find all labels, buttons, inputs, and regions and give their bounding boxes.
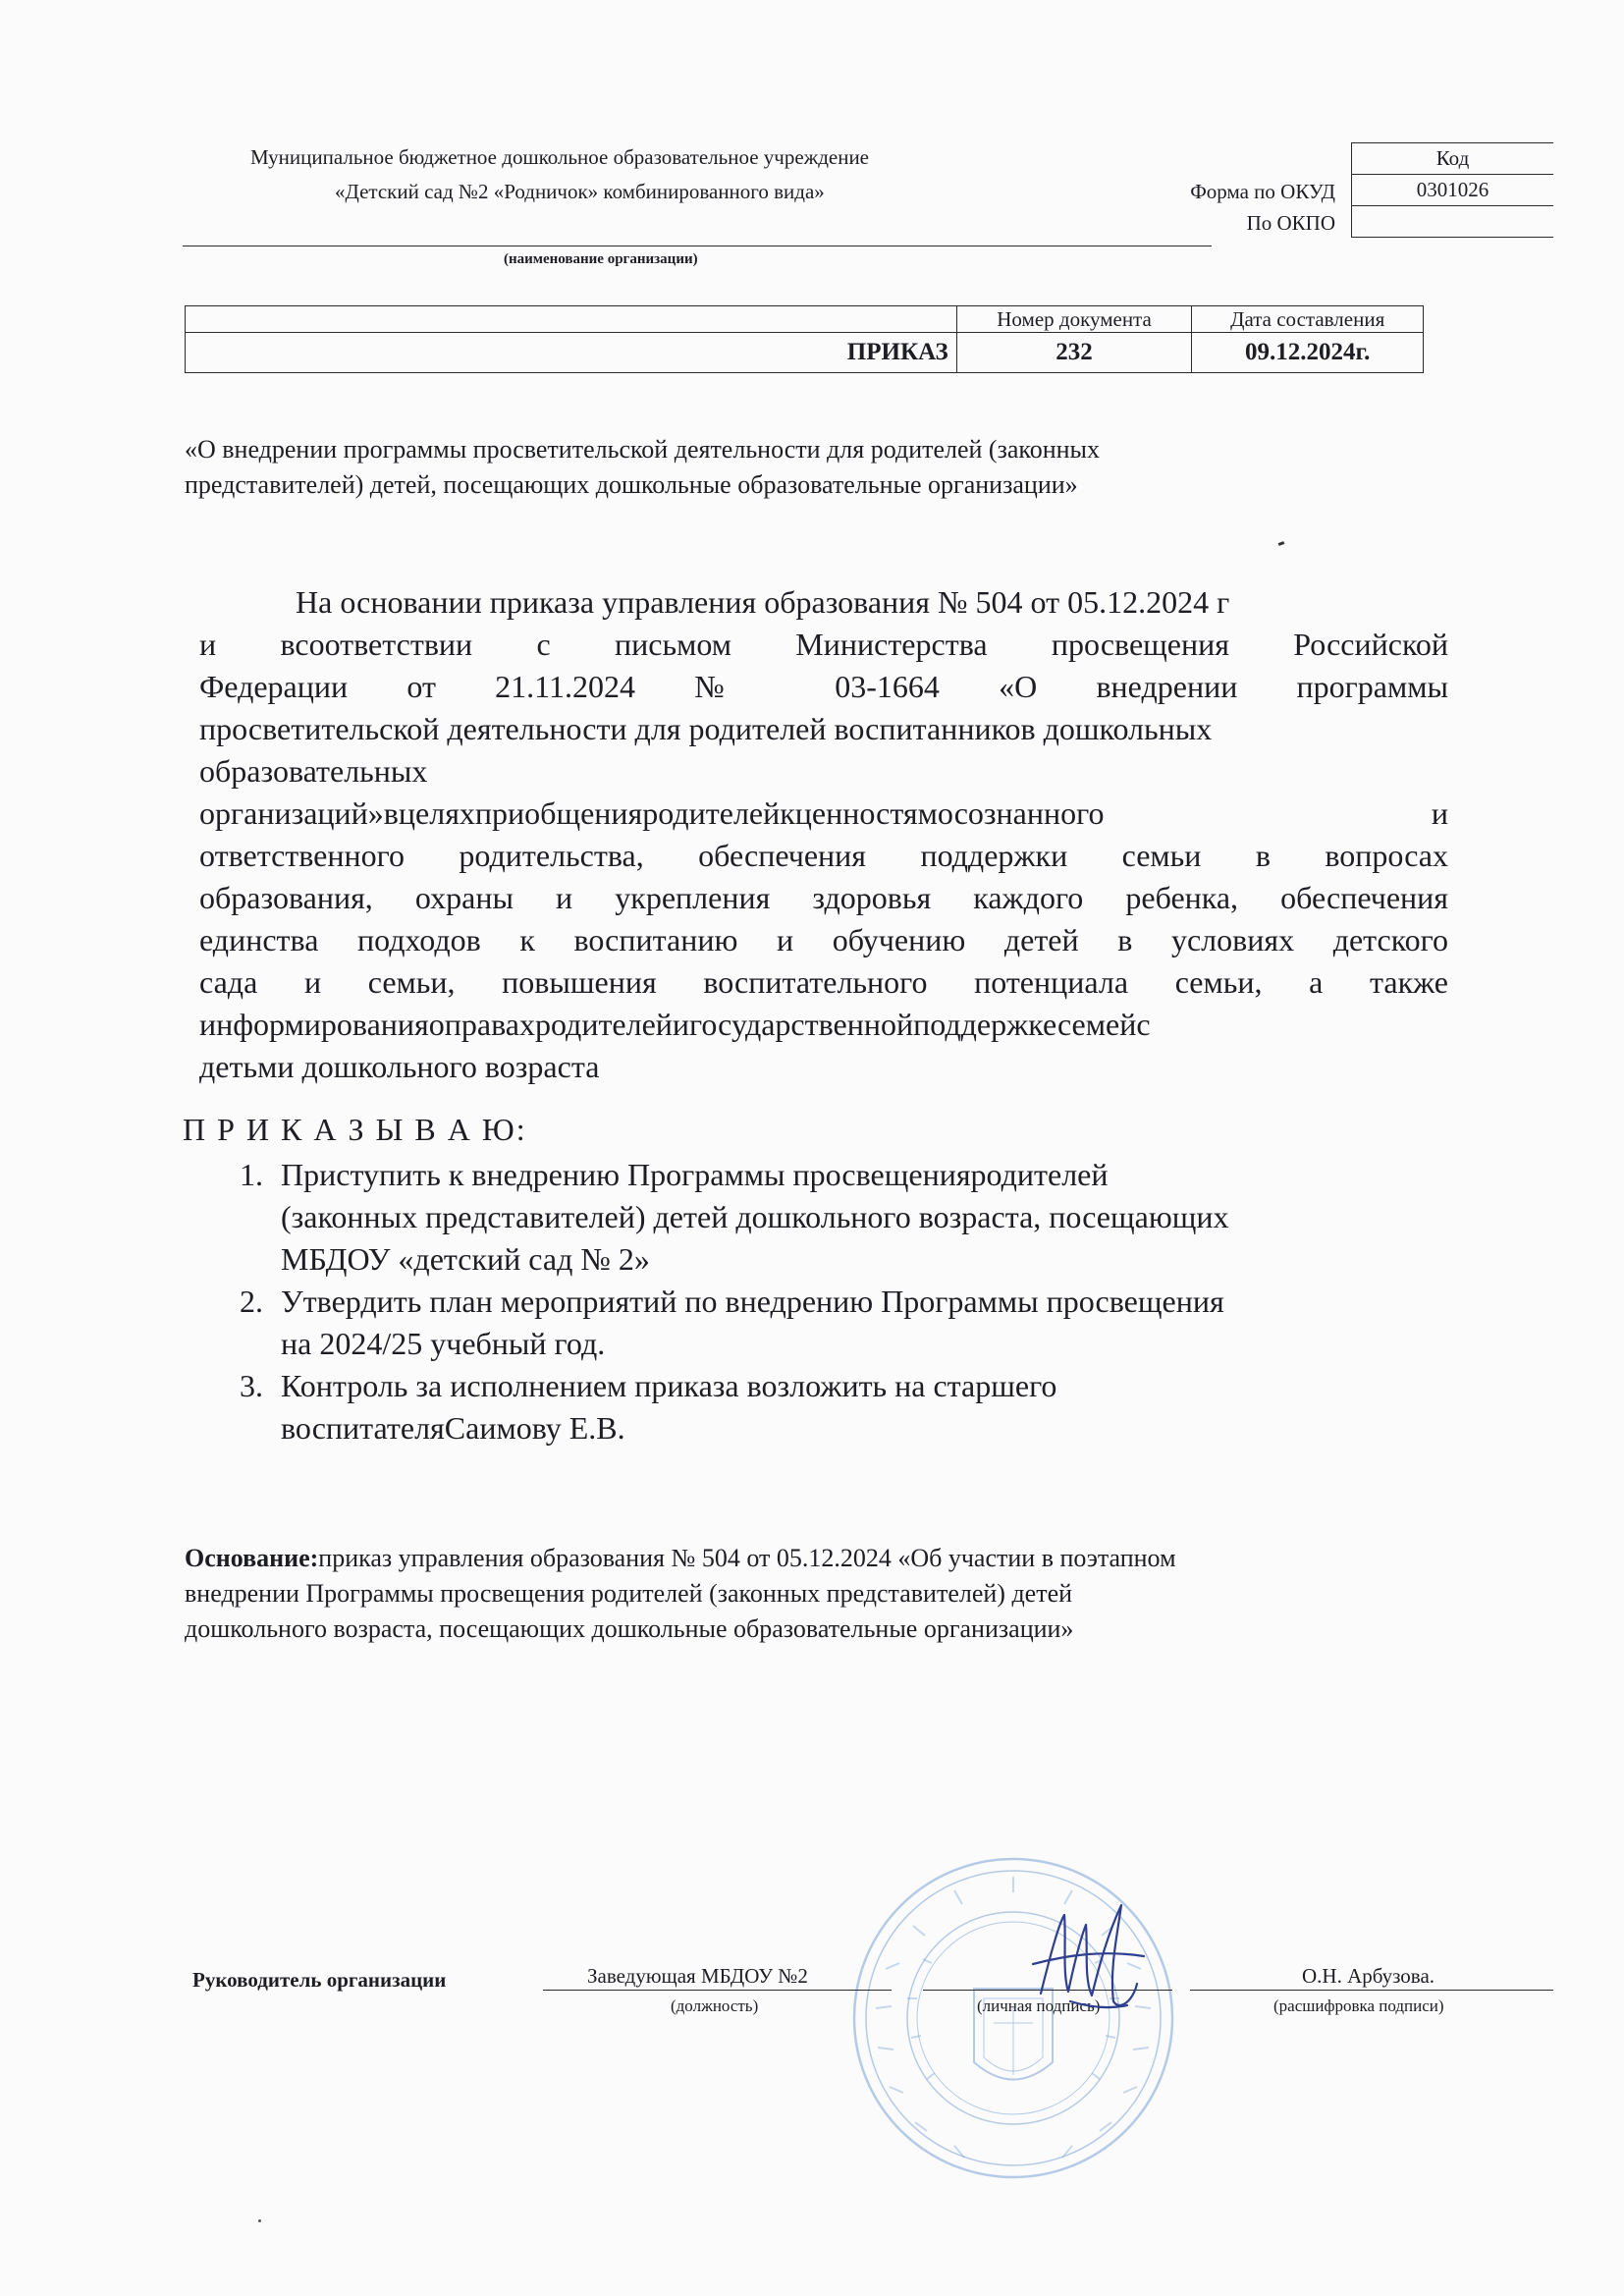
- okpo-label: По ОКПО: [1246, 211, 1335, 235]
- position-value: Заведующая МБДОУ №2: [587, 1964, 808, 1988]
- preamble-line: детьми дошкольного возраста: [199, 1049, 600, 1084]
- preamble-line: На основании приказа управления образования № 504 от 05.12.2024 г: [296, 584, 1230, 620]
- item-text: Утвердить план мероприятий по внедрению Программы просвещения: [281, 1284, 1224, 1319]
- basis-text: дошкольного возраста, посещающих дошкольные образовательные организации»: [185, 1614, 1074, 1643]
- item-number: 2.: [240, 1284, 263, 1319]
- order-item: [240, 1281, 1452, 1365]
- org-name-line2: «Детский сад №2 «Родничок» комбинированного вида»: [335, 180, 825, 203]
- item-text: на 2024/25 учебный год.: [281, 1326, 606, 1361]
- preamble: [199, 581, 1448, 1088]
- order-subject: [185, 432, 1100, 503]
- preamble-line: образования, охраны и укрепления здоровья каждого ребенка, обеспечения: [199, 880, 1448, 915]
- item-text: воспитателяСаимову Е.В.: [281, 1410, 625, 1446]
- preamble-line: просветительской деятельности для родителей воспитанников дошкольных: [199, 711, 1213, 746]
- order-number: 232: [956, 333, 1192, 373]
- preamble-line: информированияоправахродителейигосударственнойподдержкесемейс: [199, 1007, 1151, 1042]
- org-name-line1: Муниципальное бюджетное дошкольное образовательное учреждение: [250, 145, 869, 169]
- basis-label: Основание:: [185, 1544, 319, 1572]
- item-text: (законных представителей) детей дошкольного возраста, посещающих: [281, 1199, 1229, 1234]
- position-hint: (должность): [671, 1996, 759, 2015]
- basis-text: приказ управления образования № 504 от 05.12.2024 «Об участии в поэтапном: [318, 1544, 1176, 1572]
- name-underline: [1190, 1990, 1553, 1991]
- ink-speck: [258, 2219, 261, 2222]
- signature-label: Руководитель организации: [192, 1968, 447, 1992]
- preamble-line: единства подходов к воспитанию и обучению детей в условиях детского: [199, 922, 1448, 957]
- basis-block: [185, 1541, 1481, 1647]
- preamble-line: и всоответствии с письмом Министерства просвещения Российской: [199, 627, 1448, 662]
- preamble-fragment: и: [1431, 795, 1448, 831]
- position-underline: [543, 1990, 892, 1991]
- prikazyvayu-heading: П Р И К А З Ы В А Ю:: [183, 1112, 527, 1147]
- order-table: [185, 305, 1424, 373]
- order-item: [240, 1154, 1452, 1281]
- handwritten-signature: [1011, 1886, 1159, 2033]
- order-items: [240, 1154, 1452, 1449]
- item-text: МБДОУ «детский сад № 2»: [281, 1241, 650, 1277]
- okud-code: 0301026: [1352, 175, 1554, 206]
- doc-number-header: Номер документа: [956, 306, 1192, 333]
- order-title: ПРИКАЗ: [186, 333, 957, 373]
- item-number: 1.: [240, 1157, 263, 1192]
- preamble-line: Федерации от 21.11.2024 № 03-1664 «О внедрении программы: [199, 669, 1448, 704]
- item-number: 3.: [240, 1368, 263, 1403]
- basis-text: внедрении Программы просвещения родителей (законных представителей) детей: [185, 1579, 1073, 1608]
- okud-label: Форма по ОКУД: [1190, 180, 1335, 203]
- preamble-line: [199, 793, 1448, 835]
- org-name-hint: (наименование организации): [504, 251, 698, 267]
- item-text: Приступить к внедрению Программы просвещенияродителей: [281, 1157, 1109, 1192]
- signature-hint: (личная подпись): [977, 1996, 1101, 2015]
- okpo-code: [1352, 206, 1554, 238]
- preamble-fragment: организаций»вцеляхприобщенияродителейкценностямосознанного: [199, 795, 1105, 831]
- codes-table: [1351, 142, 1553, 238]
- subject-line: представителей) детей, посещающих дошкольные образовательные организации»: [185, 470, 1078, 499]
- preamble-line: образовательных: [199, 753, 428, 789]
- signer-name: О.Н. Арбузова.: [1302, 1964, 1435, 1988]
- preamble-line: сада и семьи, повышения воспитательного потенциала семьи, а также: [199, 964, 1448, 1000]
- ink-speck: [1278, 541, 1285, 546]
- date-header: Дата составления: [1192, 306, 1424, 333]
- subject-line: «О внедрении программы просветительской деятельности для родителей (законных: [185, 435, 1101, 464]
- name-hint: (расшифровка подписи): [1273, 1996, 1444, 2015]
- code-header: Код: [1352, 143, 1554, 175]
- order-date: 09.12.2024г.: [1192, 333, 1424, 373]
- preamble-line: ответственного родительства, обеспечения поддержки семьи в вопросах: [199, 838, 1448, 873]
- item-text: Контроль за исполнением приказа возложить на старшего: [281, 1368, 1057, 1403]
- order-item: [240, 1365, 1452, 1449]
